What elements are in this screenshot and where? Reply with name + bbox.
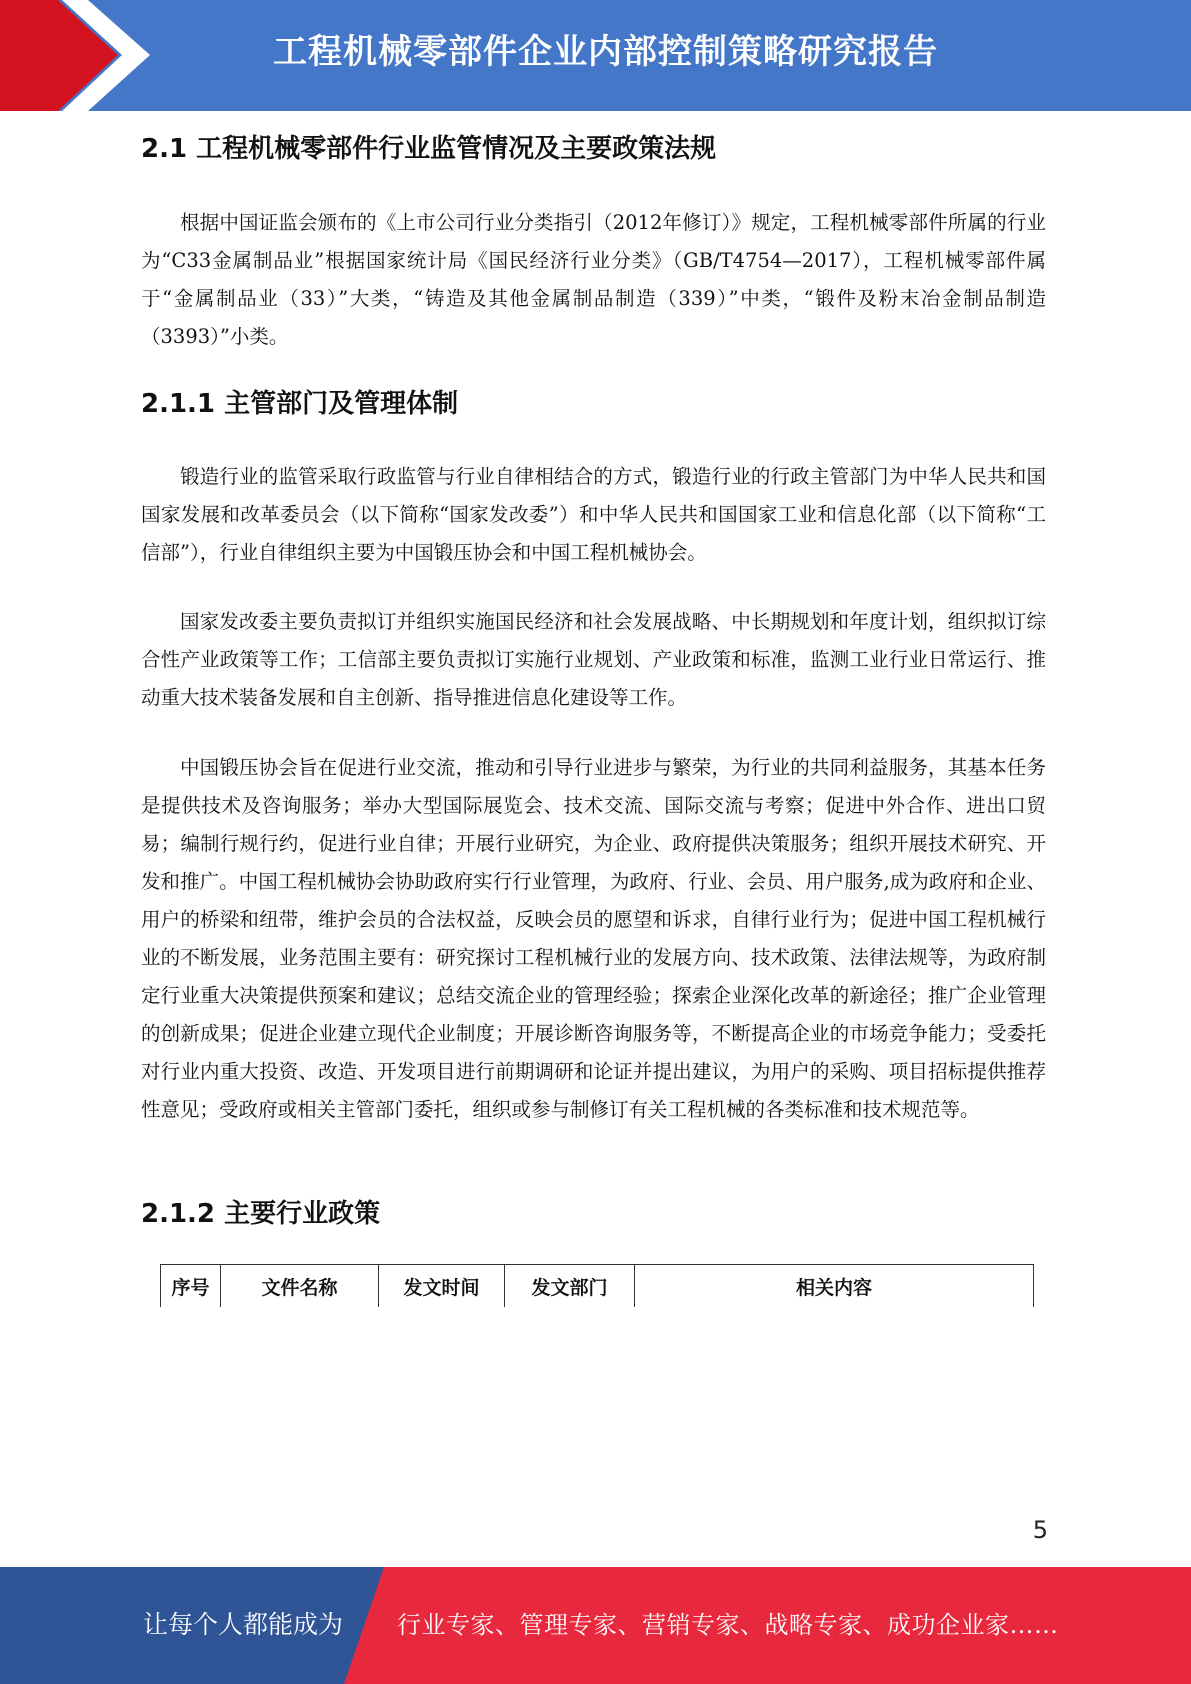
report-title: 工程机械零部件企业内部控制策略研究报告	[273, 32, 938, 72]
column-header-issuing-department: 发文部门	[505, 1265, 635, 1308]
section-2-1-1-heading: 2.1.1 主管部门及管理体制	[141, 389, 459, 419]
section-2-1-1-paragraph-1: 锻造行业的监管采取行政监管与行业自律相结合的方式，锻造行业的行政主管部门为中华人民共和国国家发展和改革委员会（以下简称“国家发改委”）和中华人民共和国国家工业和信息化部（以下简称“工信部”），行业自律组织主要为中国锻压协会和中国工程机械协会。	[141, 465, 1046, 564]
column-header-issue-date: 发文时间	[379, 1265, 505, 1308]
page-number: 5	[1032, 1516, 1048, 1544]
policy-table	[160, 1264, 1034, 1307]
report-header	[0, 0, 1191, 111]
column-header-document-name: 文件名称	[221, 1265, 379, 1308]
section-2-1-1-paragraph-2: 国家发改委主要负责拟订并组织实施国民经济和社会发展战略、中长期规划和年度计划，组织拟订综合性产业政策等工作；工信部主要负责拟订实施行业规划、产业政策和标准，监测工业行业日常运行、推动重大技术装备发展和自主创新、指导推进信息化建设等工作。	[141, 610, 1046, 709]
report-footer	[0, 1567, 1191, 1684]
section-2-1-2-heading: 2.1.2 主要行业政策	[141, 1199, 381, 1229]
column-header-index: 序号	[161, 1265, 221, 1308]
section-2-1-heading: 2.1 工程机械零部件行业监管情况及主要政策法规	[141, 134, 717, 164]
column-header-related-content: 相关内容	[635, 1265, 1034, 1308]
footer-slogan-lead: 让每个人都能成为	[143, 1610, 344, 1639]
section-2-1-paragraph: 根据中国证监会颁布的《上市公司行业分类指引（2012年修订）》规定，工程机械零部件所属的行业为“C33金属制品业”根据国家统计局《国民经济行业分类》（GB/T4754—2017），工程机械零部件属于“金属制品业（33）”大类，“铸造及其他金属制品制造（339）”中类，“锻件及粉末冶金制品制造（3393）”小类。	[141, 211, 1046, 348]
footer-slogan-main: 行业专家、管理专家、营销专家、战略专家、成功企业家……	[397, 1611, 1059, 1639]
policy-table-header-row	[161, 1265, 1034, 1308]
section-2-1-1-paragraph-3: 中国锻压协会旨在促进行业交流，推动和引导行业进步与繁荣，为行业的共同利益服务，其基本任务是提供技术及咨询服务；举办大型国际展览会、技术交流、国际交流与考察；促进中外合作、进出口贸易；编制行规行约，促进行业自律；开展行业研究，为企业、政府提供决策服务；组织开展技术研究、开发和推广。中国工程机械协会协助政府实行行业管理，为政府、行业、会员、用户服务,成为政府和企业、用户的桥梁和纽带，维护会员的合法权益，反映会员的愿望和诉求，自律行业行为；促进中国工程机械行业的不断发展，业务范围主要有：研究探讨工程机械行业的发展方向、技术政策、法律法规等，为政府制定行业重大决策提供预案和建议；总结交流企业的管理经验；探索企业深化改革的新途径；推广企业管理的创新成果；促进企业建立现代企业制度；开展诊断咨询服务等，不断提高企业的市场竞争能力；受委托对行业内重大投资、改造、开发项目进行前期调研和论证并提出建议，为用户的采购、项目招标提供推荐性意见；受政府或相关主管部门委托，组织或参与制修订有关工程机械的各类标准和技术规范等。	[141, 756, 1046, 1121]
